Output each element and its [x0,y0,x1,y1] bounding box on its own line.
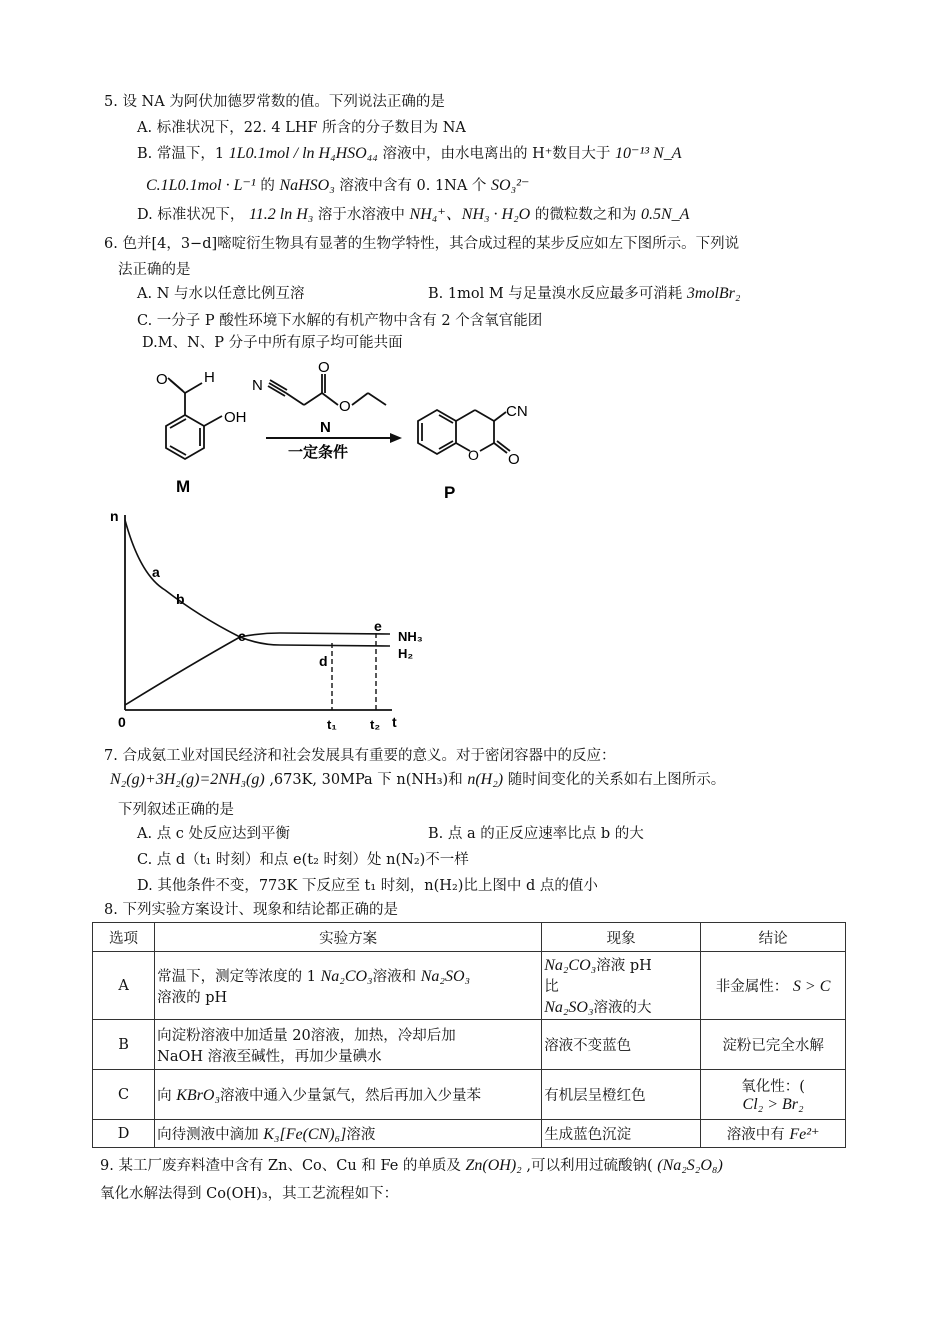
row-a-plan-text2: 溶液和 [372,968,417,985]
row-a-concl-text: 非金属性： [715,979,789,995]
atom-o-ester: O [339,398,351,415]
q7-eq-formula2: n(H₂) [467,771,504,788]
q7-stem: 7. 合成氨工业对国民经济和社会发展具有重要的意义。对于密闭容器中的反应： [104,748,616,764]
q9-text1: 9. 某工厂废弃料渣中含有 Zn、Co、Cu 和 Fe 的单质及 [100,1158,461,1174]
row-d-concl-formula: Fe²⁺ [789,1126,820,1143]
row-a-option: A [93,952,155,1020]
q5-c-post: 溶液中含有 0. 1NA 个 [339,178,487,194]
row-d-plan [155,1120,542,1148]
point-e: e [374,618,382,634]
molecule-n [268,374,386,405]
t1-label: t₁ [327,717,337,732]
table-row-b [93,1020,846,1070]
q5-option-d [137,205,689,225]
q9-stem-line2: 氧化水解法得到 Co(OH)₃，其工艺流程如下： [100,1186,399,1202]
row-d-option: D [93,1120,155,1148]
row-a-observation [542,952,701,1020]
table-row-c [93,1070,846,1120]
table-header-row [93,923,846,952]
row-a-obs-formula2: Na₂SO₃ [544,999,594,1016]
q5-c-mid: 的 [260,178,275,194]
row-d-plan-text2: 溶液 [346,1127,376,1143]
experiment-table [92,922,846,1148]
q9-text1b: ,可以利用过硫酸钠( [526,1158,653,1174]
label-p: P [444,483,456,502]
molecule-m [166,378,222,459]
atom-o-lactone: O [508,451,520,468]
atom-n-nitrile: N [252,377,263,394]
q5-c-formula2: NaHSO₃ [279,177,335,194]
q6-stem-line1: 6. 色并[4，3−d]嘧啶衍生物具有显著的生物学特性，其合成过程的某步反应如左下图所示。下列说 [104,236,740,252]
q5-d-formula2: NH₄⁺、NH₃ · H₂O [409,206,531,223]
point-b: b [176,591,185,607]
x-axis-label: t [392,714,397,730]
y-axis-label: n [110,508,119,524]
q6-option-c: C. 一分子 P 酸性环境下水解的有机产物中含有 2 个含氧官能团 [137,313,543,329]
q7-eq-post: ,673K, 30MPa 下 n(NH₃)和 [269,772,463,788]
reaction-arrow-head [390,433,402,443]
q7-option-b: B. 点 a 的正反应速率比点 b 的大 [428,826,644,842]
row-c-plan-text2: 溶液中通入少量氯气，然后再加入少量苯 [220,1088,482,1104]
molecule-p [418,410,510,454]
row-d-plan-formula: K₃[Fe(CN)₆] [263,1126,347,1143]
table-row-d [93,1120,846,1148]
nt-graph [100,505,450,740]
atom-h-aldehyde: H [204,369,215,386]
row-a-obs-text1: 溶液 pH [596,958,652,974]
h2-label: H₂ [398,646,414,661]
q6-option-b [428,284,740,304]
q6-option-a: A. N 与水以任意比例互溶 [137,286,305,302]
q5-d-formula: 11.2 ln H₃ [248,206,314,223]
origin-label: 0 [118,714,126,730]
q6-b-pre: B. 1mol M 与足量溴水反应最多可消耗 [428,286,683,302]
row-b-observation: 溶液不变蓝色 [542,1020,701,1070]
atom-cn: CN [506,403,528,420]
q5-option-c [146,176,529,196]
row-a-plan-formula1: Na₂CO₃ [320,967,373,985]
q5-b-formula: 1L0.1mol / ln H₄HSO₄₄ [228,145,378,162]
q7-sub: 下列叙述正确的是 [118,802,234,818]
q5-d-mid: 溶于水溶液中 [317,207,405,223]
row-c-option: C [93,1070,155,1120]
header-conclusion: 结论 [701,923,846,952]
row-b-plan [155,1020,542,1070]
row-a-obs-text3: 溶液的大 [593,1000,652,1016]
q7-eq-end: 随时间变化的关系如右上图所示。 [507,772,726,788]
row-d-concl-text: 溶液中有 [726,1127,785,1143]
table-row-a [93,952,846,1020]
reagent-n: N [320,419,331,436]
q5-stem: 5. 设 NA 为阿伏加德罗常数的值。下列说法正确的是 [104,94,445,110]
q5-c-formula3: SO₃²⁻ [491,177,530,194]
row-b-option: B [93,1020,155,1070]
q5-b-formula2: 10⁻¹³ N_A [615,145,682,162]
q7-option-d: D. 其他条件不变，773K 下反应至 t₁ 时刻，n(H₂)比上图中 d 点的值小 [137,878,598,894]
q9-formula2: (Na₂S₂O₈) [657,1157,723,1174]
q6-b-formula: 3molBr₂ [686,285,741,302]
row-a-plan-formula2: Na₂SO₃ [420,967,471,985]
row-d-conclusion [701,1120,846,1148]
q5-c-formula: C.1L0.1mol · L⁻¹ [146,177,256,194]
q5-b-pre: B. 常温下，1 [137,146,225,162]
header-observation: 现象 [542,923,701,952]
row-c-plan-formula: KBrO₃ [176,1087,221,1104]
q7-eq-formula: N₂(g)+3H₂(g)=2NH₃(g) [110,771,265,788]
atom-oh: OH [224,409,247,426]
row-c-observation: 有机层呈橙红色 [542,1070,701,1120]
label-m: M [176,477,191,496]
row-c-conclusion [701,1070,846,1120]
row-d-plan-text1: 向待测液中滴加 [157,1127,259,1143]
nh3-curve [125,633,390,705]
q8-stem: 8. 下列实验方案设计、现象和结论都正确的是 [104,902,398,918]
q7-option-a: A. 点 c 处反应达到平衡 [137,826,291,842]
q5-option-a: A. 标准状况下，22. 4 LHF 所含的分子数目为 NA [137,120,466,136]
row-c-plan-text1: 向 [157,1088,172,1104]
q9-formula1: Zn(OH)₂ [465,1157,522,1174]
point-a: a [152,564,160,580]
atom-o-ester-carbonyl: O [318,360,330,376]
q6-option-d: D.M、N、P 分子中所有原子均可能共面 [142,335,403,351]
row-a-plan [155,952,542,1020]
atom-o-aldehyde: O [156,371,168,388]
t2-label: t₂ [370,717,381,732]
q6-stem-line2: 法正确的是 [118,262,191,278]
h2-curve [125,520,390,646]
nh3-label: NH₃ [398,629,423,644]
q5-d-post: 的微粒数之和为 [534,207,637,223]
q5-b-mid: 溶液中，由水电离出的 H⁺数目大于 [382,146,611,162]
q7-equation [110,770,725,790]
header-plan: 实验方案 [155,923,542,952]
row-a-concl-formula: S > C [792,978,831,995]
row-a-obs-formula1: Na₂CO₃ [544,957,597,974]
row-d-observation: 生成蓝色沉淀 [542,1120,701,1148]
header-option: 选项 [93,923,155,952]
point-c: c [238,628,246,644]
row-b-plan-text2: NaOH 溶液至碱性，再加少量碘水 [157,1048,382,1065]
q5-option-b [137,144,681,164]
atom-o-ring: O [468,447,479,463]
row-a-obs-text2: 比 [544,979,559,995]
reaction-scheme [140,360,560,505]
q9-stem-line1 [100,1156,723,1176]
reaction-condition: 一定条件 [288,444,349,461]
q5-d-formula3: 0.5N_A [640,206,690,223]
row-c-concl-text: 氧化性：( [741,1079,805,1095]
row-a-plan-text3: 溶液的 pH [157,989,228,1006]
row-b-conclusion: 淀粉已完全水解 [701,1020,846,1070]
point-d: d [319,653,328,669]
q5-d-pre: D. 标准状况下， [137,207,245,223]
row-a-conclusion [701,952,846,1020]
q7-option-c: C. 点 d（t₁ 时刻）和点 e(t₂ 时刻）处 n(N₂)不一样 [137,852,469,868]
row-c-plan [155,1070,542,1120]
row-a-plan-text1: 常温下，测定等浓度的 1 [157,968,316,985]
row-c-concl-formula: Cl₂ > Br₂ [742,1096,804,1113]
row-b-plan-text1: 向淀粉溶液中加适量 20溶液，加热，冷却后加 [157,1027,456,1044]
